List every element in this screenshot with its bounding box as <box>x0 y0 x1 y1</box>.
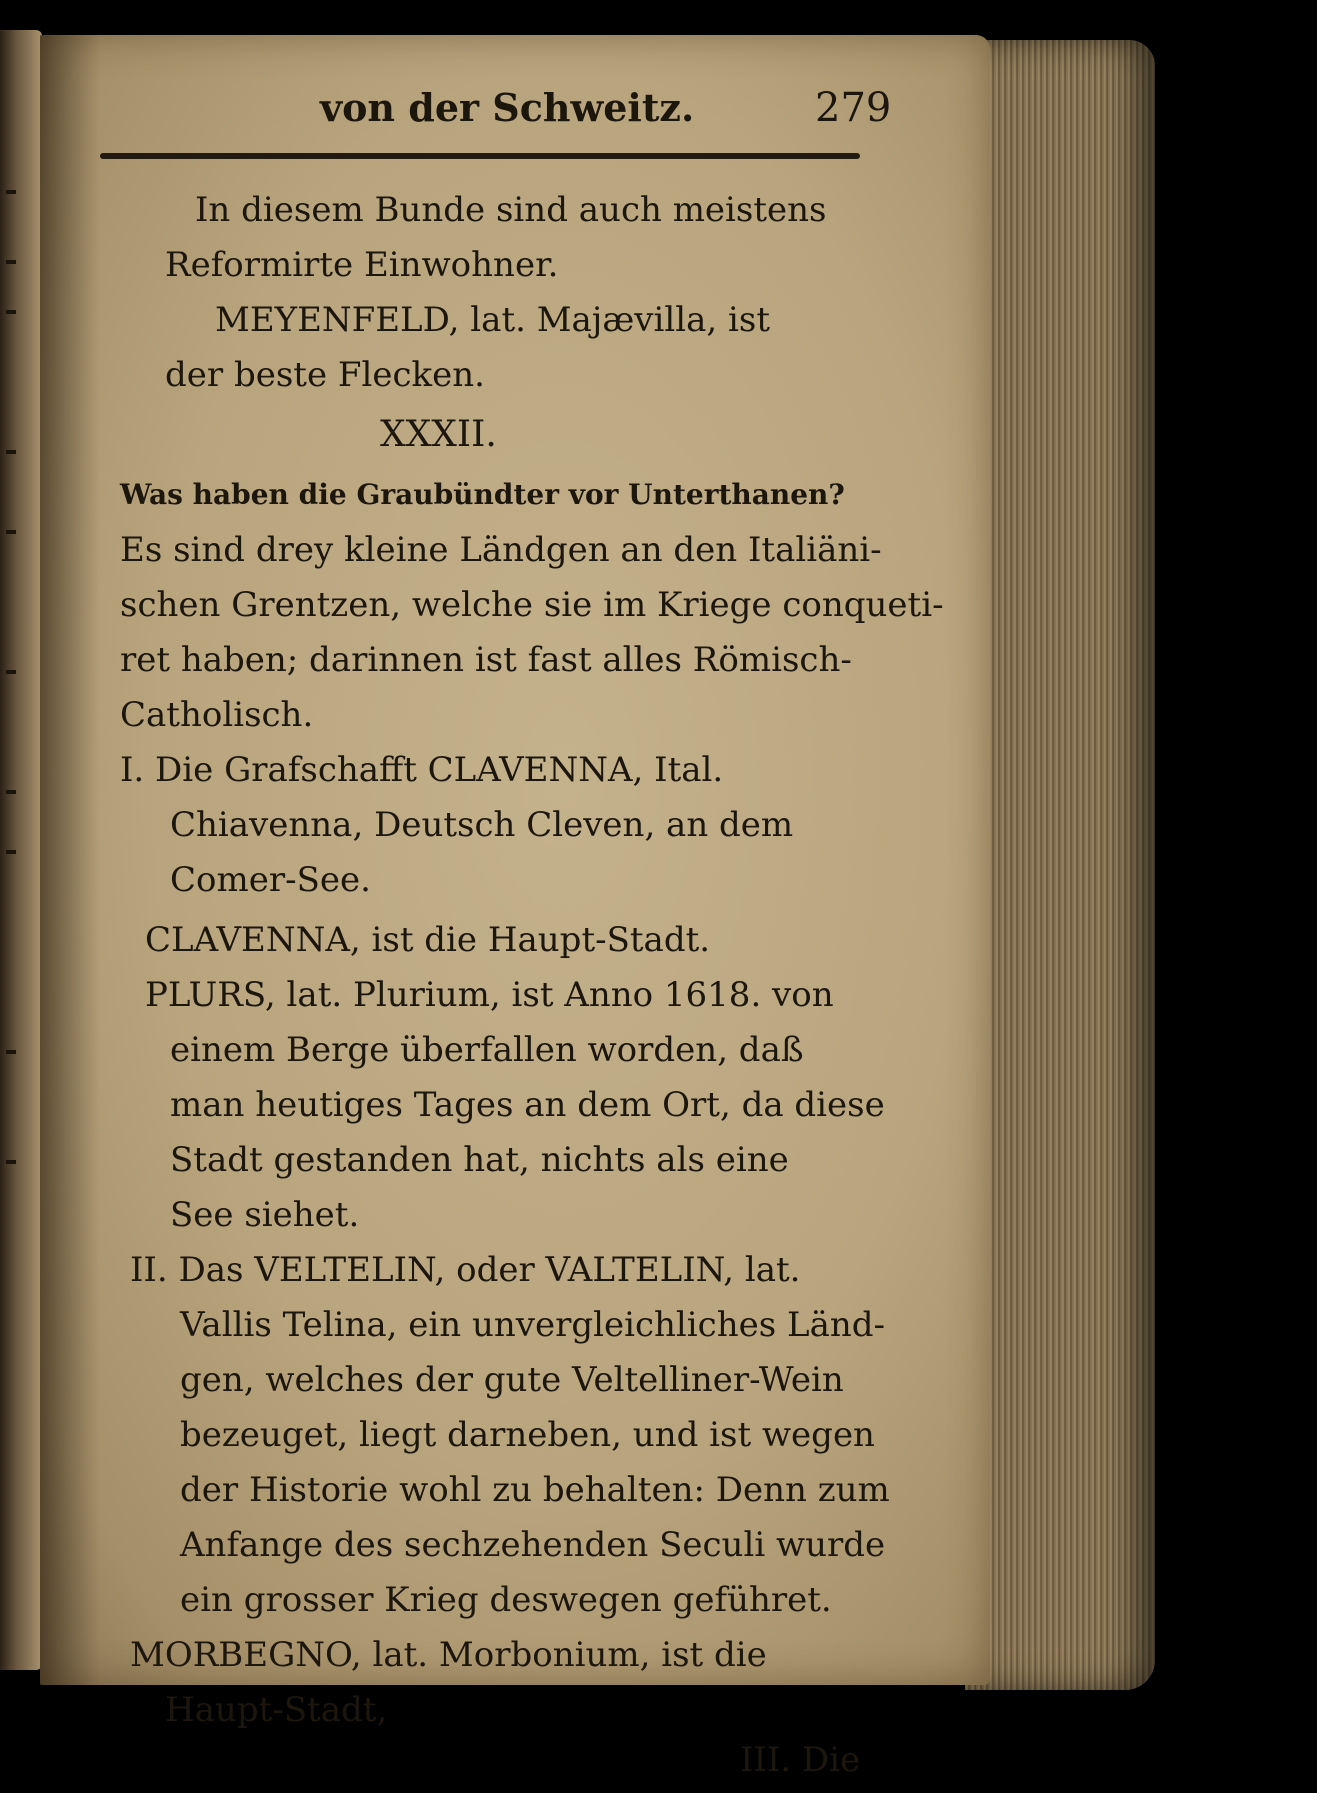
header-rule <box>100 153 860 159</box>
text-line: ret haben; darinnen ist fast alles Römisch- <box>120 640 852 680</box>
page-text-block <box>100 85 944 1780</box>
text-line: gen, welches der gute Veltelliner-Wein <box>180 1360 844 1400</box>
page-header <box>100 85 900 143</box>
page-gutter-shadow <box>40 35 100 1685</box>
catchword: III. Die <box>740 1740 861 1780</box>
text-line: Reformirte Einwohner. <box>165 245 559 285</box>
running-title: von der Schweitz. <box>320 85 695 130</box>
page-number: 279 <box>815 85 892 131</box>
text-line: man heutiges Tages an dem Ort, da diese <box>170 1085 885 1125</box>
text-line: schen Grentzen, welche sie im Kriege conqueti- <box>120 585 944 625</box>
text-line: der beste Flecken. <box>165 355 485 395</box>
text-line: Chiavenna, Deutsch Cleven, an dem <box>170 805 794 845</box>
text-line: II. Das VELTELIN, oder VALTELIN, lat. <box>130 1250 801 1290</box>
text-line: bezeuget, liegt darneben, und ist wegen <box>180 1415 875 1455</box>
left-facing-page <box>0 30 42 1670</box>
text-line: CLAVENNA, ist die Haupt-Stadt. <box>145 920 711 960</box>
text-line: einem Berge überfallen worden, daß <box>170 1030 804 1070</box>
text-line: I. Die Grafschafft CLAVENNA, Ital. <box>120 750 724 790</box>
text-line: Comer-See. <box>170 860 371 900</box>
text-line: Anfange des sechzehenden Seculi wurde <box>180 1525 886 1565</box>
text-line: Es sind drey kleine Ländgen an den Italiäni- <box>120 530 882 570</box>
text-line: der Historie wohl zu behalten: Denn zum <box>180 1470 890 1510</box>
text-line: MORBEGNO, lat. Morbonium, ist die <box>130 1635 767 1675</box>
text-line: PLURS, lat. Plurium, ist Anno 1618. von <box>145 975 834 1015</box>
text-line: MEYENFELD, lat. Majævilla, ist <box>215 300 771 340</box>
text-line: Haupt-Stadt, <box>165 1690 388 1730</box>
text-line: Vallis Telina, ein unvergleichliches Länd- <box>180 1305 885 1345</box>
text-line: In diesem Bunde sind auch meistens <box>195 190 827 230</box>
text-line: ein grosser Krieg deswegen geführet. <box>180 1580 832 1620</box>
text-line: See siehet. <box>170 1195 360 1235</box>
text-line: Catholisch. <box>120 695 314 735</box>
section-number: XXXII. <box>380 414 497 455</box>
text-line: Stadt gestanden hat, nichts als eine <box>170 1140 789 1180</box>
page-edges <box>965 40 1155 1690</box>
left-page-ink-marks <box>6 150 26 1350</box>
question-heading: Was haben die Graubündter vor Unterthanen? <box>120 478 845 511</box>
